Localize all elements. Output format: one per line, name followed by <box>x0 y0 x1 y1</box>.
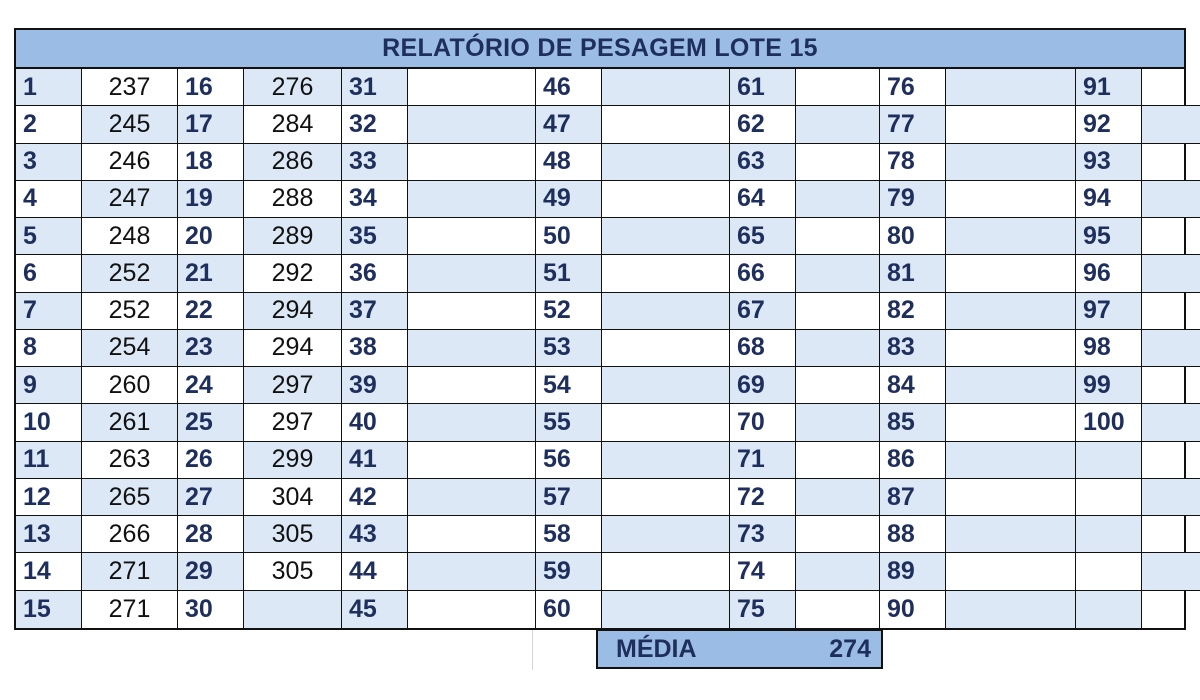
weight-number-cell: 98 <box>1076 330 1142 367</box>
weight-value-cell <box>946 181 1076 218</box>
weight-number-cell: 50 <box>536 218 602 255</box>
weight-number-cell: 66 <box>730 255 796 292</box>
weight-value-cell <box>946 106 1076 143</box>
weight-value-cell: 288 <box>244 181 342 218</box>
weight-value-cell <box>1142 255 1200 292</box>
weight-value-cell <box>602 144 730 181</box>
weight-value-cell: 252 <box>82 255 178 292</box>
weight-value-cell <box>602 330 730 367</box>
weight-value-cell <box>1142 367 1200 404</box>
weight-value-cell: 237 <box>82 69 178 106</box>
weight-value-cell <box>796 404 880 441</box>
weight-number-cell: 19 <box>178 181 244 218</box>
weight-number-cell: 95 <box>1076 218 1142 255</box>
weight-number-cell: 41 <box>342 442 408 479</box>
weight-value-cell <box>946 330 1076 367</box>
weight-number-cell: 96 <box>1076 255 1142 292</box>
weight-value-cell: 289 <box>244 218 342 255</box>
weight-number-cell: 24 <box>178 367 244 404</box>
weight-value-cell <box>408 218 536 255</box>
weight-value-cell <box>796 293 880 330</box>
weight-number-cell: 77 <box>880 106 946 143</box>
weight-number-cell: 5 <box>16 218 82 255</box>
weight-value-cell <box>1142 442 1200 479</box>
weight-number-cell: 49 <box>536 181 602 218</box>
weight-value-cell <box>796 479 880 516</box>
weight-number-cell: 62 <box>730 106 796 143</box>
weight-number-cell: 91 <box>1076 69 1142 106</box>
weight-value-cell: 252 <box>82 293 178 330</box>
weight-value-cell <box>946 144 1076 181</box>
weight-number-cell: 75 <box>730 591 796 628</box>
weight-value-cell: 294 <box>244 330 342 367</box>
weight-number-cell: 89 <box>880 553 946 590</box>
weight-value-cell <box>946 404 1076 441</box>
weight-value-cell <box>1142 181 1200 218</box>
weight-number-cell: 93 <box>1076 144 1142 181</box>
weight-value-cell <box>1142 330 1200 367</box>
weight-value-cell: 260 <box>82 367 178 404</box>
weight-value-cell <box>408 69 536 106</box>
weight-number-cell: 94 <box>1076 181 1142 218</box>
weight-value-cell <box>602 69 730 106</box>
weight-number-cell: 57 <box>536 479 602 516</box>
weight-value-cell: 271 <box>82 591 178 628</box>
weight-number-cell: 99 <box>1076 367 1142 404</box>
weight-number-cell: 18 <box>178 144 244 181</box>
weight-number-cell: 64 <box>730 181 796 218</box>
weight-number-cell: 56 <box>536 442 602 479</box>
weight-number-cell: 16 <box>178 69 244 106</box>
weight-number-cell: 35 <box>342 218 408 255</box>
weight-number-cell: 80 <box>880 218 946 255</box>
weight-number-cell <box>1076 442 1142 479</box>
weight-value-cell <box>408 367 536 404</box>
weight-value-cell: 261 <box>82 404 178 441</box>
weight-value-cell <box>946 442 1076 479</box>
weight-value-cell <box>602 591 730 628</box>
weight-value-cell: 265 <box>82 479 178 516</box>
weight-value-cell <box>796 591 880 628</box>
weight-value-cell: 276 <box>244 69 342 106</box>
weight-number-cell: 59 <box>536 553 602 590</box>
average-value: 274 <box>829 634 871 663</box>
weight-number-cell: 4 <box>16 181 82 218</box>
weight-number-cell: 92 <box>1076 106 1142 143</box>
weight-value-cell <box>1142 144 1200 181</box>
weight-value-cell: 248 <box>82 218 178 255</box>
weight-number-cell: 31 <box>342 69 408 106</box>
weight-value-cell <box>946 293 1076 330</box>
weight-number-cell: 51 <box>536 255 602 292</box>
weight-number-cell: 86 <box>880 442 946 479</box>
weight-number-cell: 53 <box>536 330 602 367</box>
weight-number-cell: 76 <box>880 69 946 106</box>
weight-number-cell: 54 <box>536 367 602 404</box>
weight-number-cell: 6 <box>16 255 82 292</box>
weight-number-cell: 20 <box>178 218 244 255</box>
weight-number-cell <box>1076 516 1142 553</box>
weight-value-cell: 299 <box>244 442 342 479</box>
weight-value-cell <box>408 591 536 628</box>
weight-number-cell: 11 <box>16 442 82 479</box>
weight-number-cell: 12 <box>16 479 82 516</box>
weight-value-cell <box>1142 591 1200 628</box>
weight-value-cell <box>1142 106 1200 143</box>
weight-number-cell: 63 <box>730 144 796 181</box>
weight-value-cell: 297 <box>244 367 342 404</box>
weight-number-cell: 84 <box>880 367 946 404</box>
weight-number-cell: 28 <box>178 516 244 553</box>
weight-value-cell <box>946 479 1076 516</box>
weight-number-cell: 82 <box>880 293 946 330</box>
weight-number-cell: 100 <box>1076 404 1142 441</box>
weight-value-cell <box>946 367 1076 404</box>
weight-value-cell <box>408 293 536 330</box>
weight-value-cell <box>1142 293 1200 330</box>
average-box <box>596 629 883 669</box>
weight-number-cell: 97 <box>1076 293 1142 330</box>
weight-number-cell: 61 <box>730 69 796 106</box>
weight-value-cell <box>408 106 536 143</box>
weight-value-cell: 246 <box>82 144 178 181</box>
weight-value-cell: 263 <box>82 442 178 479</box>
weight-number-cell: 38 <box>342 330 408 367</box>
weight-number-cell: 30 <box>178 591 244 628</box>
weight-value-cell <box>408 553 536 590</box>
weight-number-cell: 21 <box>178 255 244 292</box>
weight-number-cell <box>1076 479 1142 516</box>
report-title: RELATÓRIO DE PESAGEM LOTE 15 <box>16 30 1184 69</box>
weight-value-cell <box>796 255 880 292</box>
average-label: MÉDIA <box>616 634 697 663</box>
weight-value-cell: 254 <box>82 330 178 367</box>
weight-number-cell: 74 <box>730 553 796 590</box>
weight-value-cell <box>408 442 536 479</box>
weights-grid <box>16 69 1184 628</box>
weight-value-cell <box>796 106 880 143</box>
weight-value-cell <box>796 330 880 367</box>
weight-number-cell: 44 <box>342 553 408 590</box>
weight-value-cell <box>244 591 342 628</box>
weight-number-cell: 90 <box>880 591 946 628</box>
weight-number-cell: 33 <box>342 144 408 181</box>
weight-number-cell: 72 <box>730 479 796 516</box>
weight-number-cell: 60 <box>536 591 602 628</box>
weight-value-cell: 271 <box>82 553 178 590</box>
weight-value-cell <box>796 553 880 590</box>
weight-number-cell: 46 <box>536 69 602 106</box>
weight-value-cell <box>946 553 1076 590</box>
weight-number-cell: 88 <box>880 516 946 553</box>
weight-value-cell <box>602 367 730 404</box>
weight-number-cell: 73 <box>730 516 796 553</box>
weight-value-cell <box>408 255 536 292</box>
weight-value-cell <box>1142 553 1200 590</box>
weight-number-cell: 52 <box>536 293 602 330</box>
weight-value-cell <box>602 553 730 590</box>
weight-value-cell <box>602 404 730 441</box>
weight-number-cell: 69 <box>730 367 796 404</box>
table-divider <box>532 630 533 670</box>
weight-value-cell: 245 <box>82 106 178 143</box>
weight-value-cell <box>408 181 536 218</box>
weight-value-cell: 294 <box>244 293 342 330</box>
weight-number-cell: 65 <box>730 218 796 255</box>
weight-value-cell <box>408 144 536 181</box>
weight-value-cell <box>1142 404 1200 441</box>
weight-value-cell <box>408 479 536 516</box>
weight-value-cell: 284 <box>244 106 342 143</box>
weight-number-cell: 81 <box>880 255 946 292</box>
weight-value-cell <box>602 218 730 255</box>
weight-value-cell: 305 <box>244 553 342 590</box>
weight-number-cell: 26 <box>178 442 244 479</box>
weight-number-cell: 40 <box>342 404 408 441</box>
weight-number-cell: 13 <box>16 516 82 553</box>
weight-number-cell: 43 <box>342 516 408 553</box>
weight-value-cell <box>602 479 730 516</box>
weight-number-cell: 2 <box>16 106 82 143</box>
weight-number-cell: 71 <box>730 442 796 479</box>
weight-number-cell: 70 <box>730 404 796 441</box>
weight-value-cell: 266 <box>82 516 178 553</box>
weight-number-cell <box>1076 591 1142 628</box>
weight-number-cell: 45 <box>342 591 408 628</box>
weight-value-cell <box>796 516 880 553</box>
weight-number-cell: 1 <box>16 69 82 106</box>
weight-value-cell <box>946 69 1076 106</box>
weight-value-cell <box>602 181 730 218</box>
weight-value-cell <box>1142 218 1200 255</box>
weight-number-cell: 23 <box>178 330 244 367</box>
weight-number-cell: 9 <box>16 367 82 404</box>
weight-number-cell: 78 <box>880 144 946 181</box>
weight-value-cell <box>602 516 730 553</box>
weight-value-cell: 305 <box>244 516 342 553</box>
weight-value-cell <box>946 255 1076 292</box>
weight-number-cell: 34 <box>342 181 408 218</box>
weight-number-cell: 10 <box>16 404 82 441</box>
weight-number-cell: 67 <box>730 293 796 330</box>
weight-number-cell: 36 <box>342 255 408 292</box>
weight-number-cell: 42 <box>342 479 408 516</box>
weight-number-cell: 37 <box>342 293 408 330</box>
weight-value-cell <box>946 218 1076 255</box>
weight-number-cell: 7 <box>16 293 82 330</box>
weight-number-cell: 3 <box>16 144 82 181</box>
weight-value-cell <box>796 367 880 404</box>
weight-value-cell <box>796 442 880 479</box>
weight-number-cell: 48 <box>536 144 602 181</box>
weighing-report-table <box>14 28 1186 630</box>
weight-number-cell: 79 <box>880 181 946 218</box>
weight-value-cell <box>408 516 536 553</box>
weight-value-cell: 292 <box>244 255 342 292</box>
weight-value-cell <box>946 591 1076 628</box>
weight-number-cell: 39 <box>342 367 408 404</box>
weight-value-cell <box>602 442 730 479</box>
weight-value-cell <box>602 255 730 292</box>
weight-number-cell: 47 <box>536 106 602 143</box>
weight-number-cell: 85 <box>880 404 946 441</box>
weight-number-cell: 83 <box>880 330 946 367</box>
weight-number-cell: 22 <box>178 293 244 330</box>
weight-number-cell: 58 <box>536 516 602 553</box>
weight-number-cell: 15 <box>16 591 82 628</box>
weight-value-cell <box>602 293 730 330</box>
weight-value-cell <box>602 106 730 143</box>
weight-number-cell: 29 <box>178 553 244 590</box>
weight-value-cell <box>1142 479 1200 516</box>
weight-number-cell: 87 <box>880 479 946 516</box>
weight-number-cell <box>1076 553 1142 590</box>
weight-number-cell: 68 <box>730 330 796 367</box>
weight-value-cell <box>1142 516 1200 553</box>
weight-number-cell: 32 <box>342 106 408 143</box>
weight-value-cell <box>796 181 880 218</box>
weight-number-cell: 27 <box>178 479 244 516</box>
weight-number-cell: 14 <box>16 553 82 590</box>
weight-value-cell <box>1142 69 1200 106</box>
weight-value-cell: 247 <box>82 181 178 218</box>
weight-number-cell: 55 <box>536 404 602 441</box>
weight-number-cell: 17 <box>178 106 244 143</box>
weight-value-cell: 304 <box>244 479 342 516</box>
weight-value-cell <box>946 516 1076 553</box>
weight-value-cell <box>408 330 536 367</box>
weight-value-cell <box>408 404 536 441</box>
weight-value-cell: 297 <box>244 404 342 441</box>
weight-value-cell: 286 <box>244 144 342 181</box>
weight-number-cell: 8 <box>16 330 82 367</box>
weight-value-cell <box>796 218 880 255</box>
weight-value-cell <box>796 69 880 106</box>
weight-number-cell: 25 <box>178 404 244 441</box>
weight-value-cell <box>796 144 880 181</box>
